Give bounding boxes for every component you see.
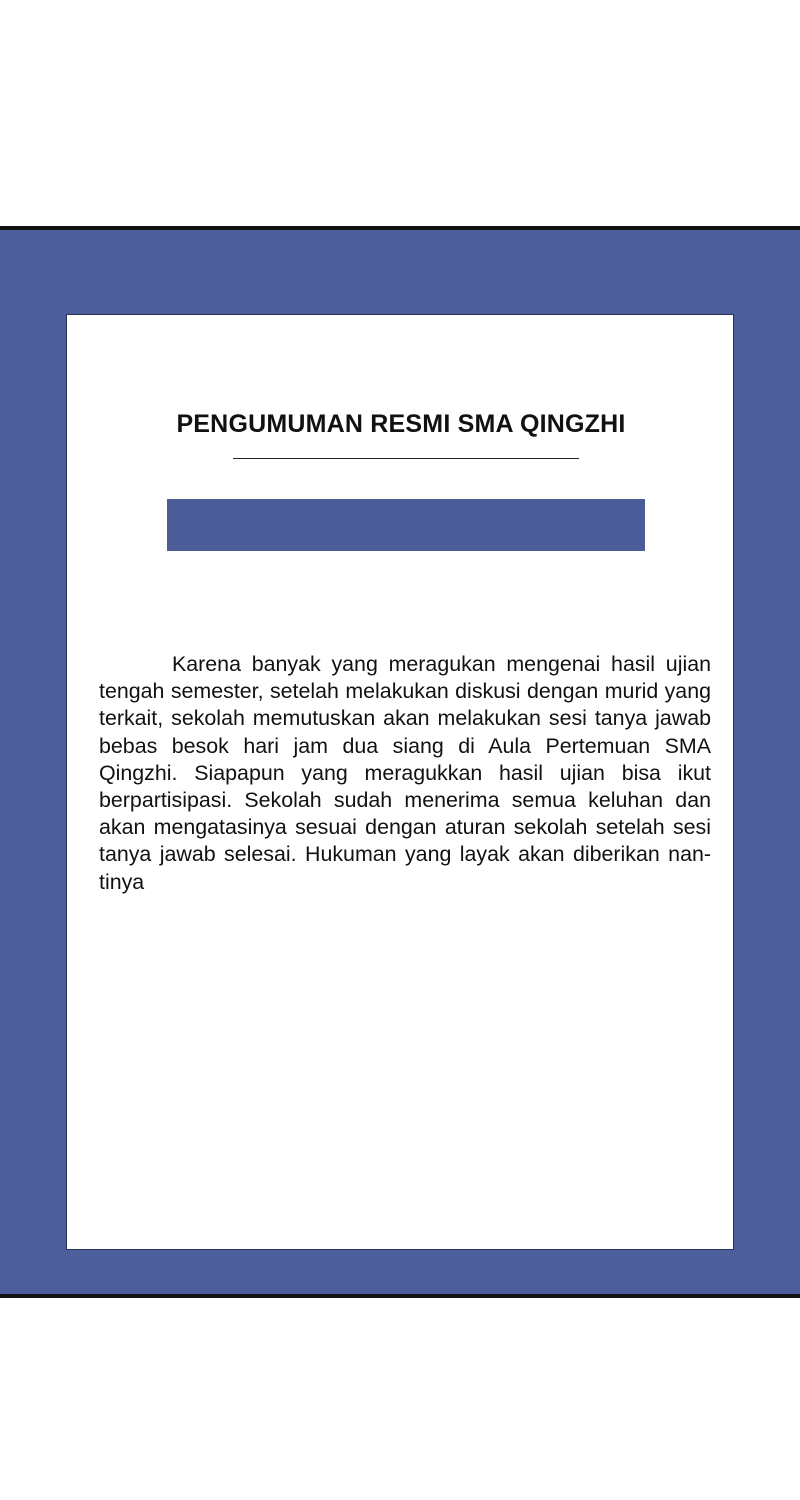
title-underline [233, 458, 579, 459]
blue-header-bar [167, 499, 645, 551]
announcement-body: Karena banyak yang meragukan mengenai hasil ujian tengah semester, setelah melakukan diskusi dengan murid yang terkait, sekolah memutuskan akan melakukan sesi tanya jawab bebas besok hari jam dua siang di Aula Pertemuan SMA Qingzhi. Siapapun yang meragukkan hasil ujian bisa ikut berpartisipasi. Sekolah sudah menerima semua keluhan dan akan mengatasinya sesuai dengan aturan sekolah setelah sesi tanya jawab selesai. Hukuman yang layak akan diberikan nan-tinya [99, 652, 711, 894]
bottom-white-space [0, 1298, 800, 1500]
top-white-space [0, 0, 800, 226]
announcement-paper [66, 314, 734, 1250]
announcement-title: PENGUMUMAN RESMI SMA QINGZHI [176, 410, 626, 438]
comic-panel [0, 226, 800, 1298]
